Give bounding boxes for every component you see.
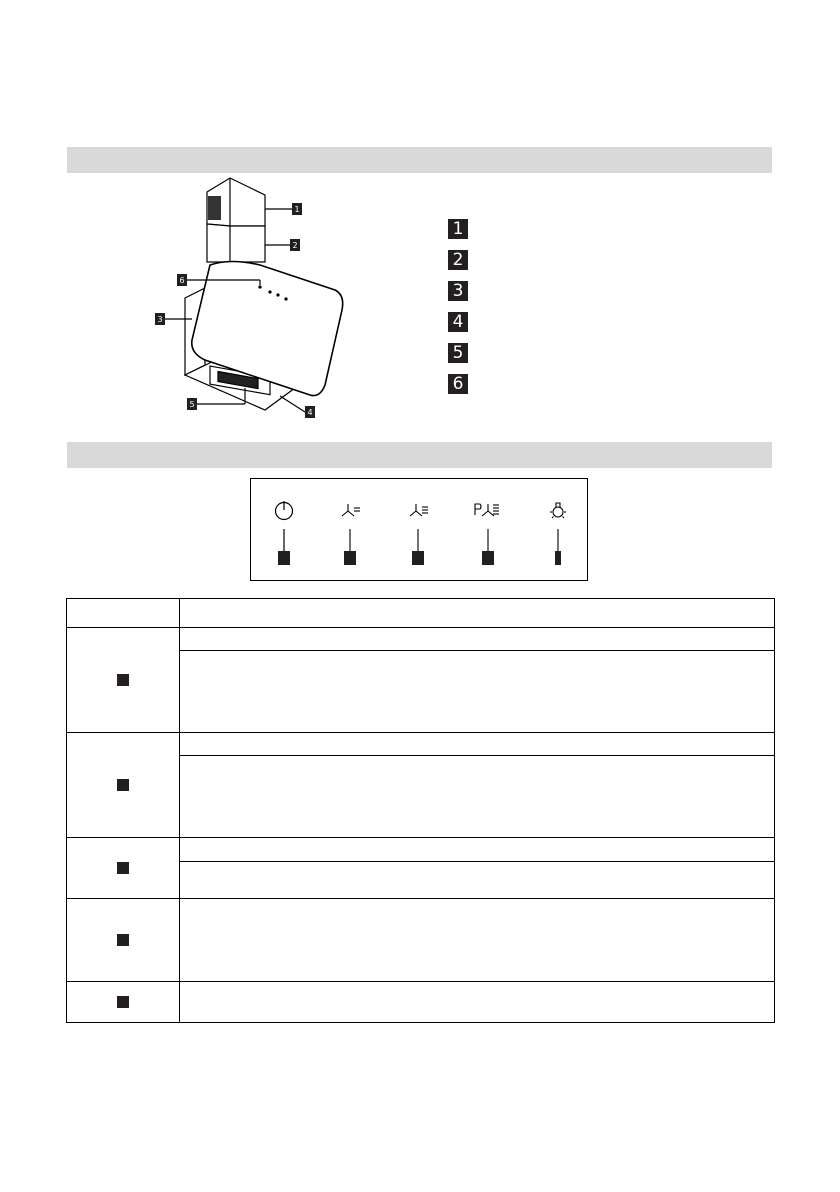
table-row — [67, 838, 775, 862]
control-panel — [250, 478, 588, 581]
row-2-symbol-cell — [67, 733, 180, 838]
header-cell-description — [180, 599, 775, 628]
callout-2-label: 2 — [292, 241, 298, 250]
row-4-symbol-cell — [67, 899, 180, 982]
callout-6-label: 6 — [179, 276, 185, 285]
row-2-description-cell — [180, 756, 775, 838]
row-1-symbol-cell — [67, 628, 180, 733]
light-number-marker — [555, 551, 561, 565]
fan-speed-2-number-marker — [412, 551, 424, 565]
row-3-title-cell — [180, 838, 775, 862]
power-number-marker — [278, 551, 290, 565]
row-1-marker — [117, 674, 129, 686]
power-control[interactable] — [269, 499, 299, 565]
fan-speed-2-control[interactable] — [403, 499, 433, 565]
function-table — [66, 598, 775, 1023]
callout-4-label: 4 — [307, 408, 313, 417]
legend-item-5: 5 — [448, 343, 468, 363]
legend-item-1: 1 — [448, 219, 468, 239]
legend-item-6: 6 — [448, 374, 468, 394]
light-control[interactable] — [543, 499, 573, 565]
row-3-description-cell — [180, 862, 775, 899]
parts-legend — [448, 219, 468, 405]
row-1-description-cell — [180, 651, 775, 733]
callout-3-label: 3 — [157, 315, 163, 324]
legend-item-3: 3 — [448, 281, 468, 301]
table-row — [67, 628, 775, 651]
row-2-marker — [117, 779, 129, 791]
row-3-marker — [117, 862, 129, 874]
fan-speed-1-number-marker — [344, 551, 356, 565]
cooker-hood-diagram — [130, 170, 350, 430]
table-row — [67, 899, 775, 982]
fan-speed-3-number-marker — [482, 551, 494, 565]
fan-speed-3-control[interactable] — [473, 499, 503, 565]
row-2-title-cell — [180, 733, 775, 756]
table-row — [67, 733, 775, 756]
legend-item-4: 4 — [448, 312, 468, 332]
callout-1-label: 1 — [294, 205, 300, 214]
callout-5-label: 5 — [189, 400, 195, 409]
legend-item-2: 2 — [448, 250, 468, 270]
row-3-symbol-cell — [67, 838, 180, 899]
row-5-marker — [117, 996, 129, 1008]
header-cell-symbol — [67, 599, 180, 628]
row-5-symbol-cell — [67, 982, 180, 1023]
row-1-title-cell — [180, 628, 775, 651]
row-4-description-cell — [180, 899, 775, 982]
section-header-bar-control-panel — [67, 442, 772, 468]
row-4-marker — [117, 934, 129, 946]
fan-speed-1-control[interactable] — [335, 499, 365, 565]
row-5-description-cell — [180, 982, 775, 1023]
table-row — [67, 982, 775, 1023]
table-header-row — [67, 599, 775, 628]
